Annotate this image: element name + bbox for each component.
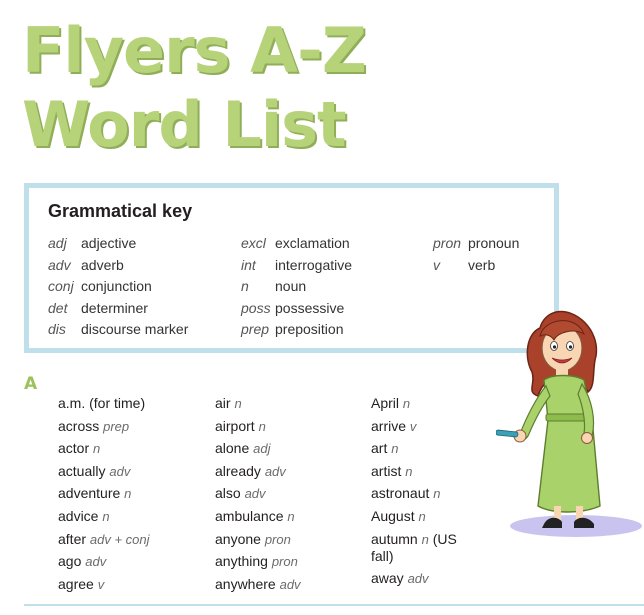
word: actually <box>58 462 106 479</box>
word-type: n <box>402 396 411 411</box>
key-full: adjective <box>81 235 137 251</box>
word-type: n <box>102 508 110 524</box>
key-abbr: det <box>48 299 68 316</box>
word: anyone <box>215 530 261 547</box>
key-full: noun <box>275 278 307 295</box>
word-entry <box>371 485 471 502</box>
word: after <box>58 530 87 547</box>
word: autumn <box>371 530 418 547</box>
key-column-2 <box>241 235 352 343</box>
key-abbr: prep <box>241 321 270 338</box>
teacher-illustration <box>496 300 644 545</box>
key-row <box>241 300 352 322</box>
key-full: pronoun <box>468 235 520 251</box>
word-entry <box>215 576 301 593</box>
word-entry <box>371 440 471 457</box>
word: anything <box>215 553 268 570</box>
key-abbr: poss <box>241 299 271 316</box>
word: across <box>58 417 100 434</box>
word-type: n <box>258 418 266 434</box>
key-full: determiner <box>81 299 148 316</box>
word-entry <box>58 576 150 593</box>
word: also <box>215 485 241 502</box>
word-entry <box>58 440 150 457</box>
word-type: adv <box>109 463 131 479</box>
bottom-divider <box>24 604 644 606</box>
title-line-1: Flyers A-Z <box>22 14 366 87</box>
title-line-2: Word List <box>22 88 346 161</box>
key-row <box>48 278 188 300</box>
key-row <box>241 235 352 257</box>
word-note: (US fall) <box>371 530 457 564</box>
word-type: v <box>97 576 105 592</box>
key-full: discourse marker <box>81 321 189 338</box>
section-letter: A <box>24 374 38 394</box>
key-row <box>48 257 188 279</box>
word: airport <box>215 417 255 434</box>
key-full: conjunction <box>81 278 152 295</box>
word-column-3 <box>371 395 471 593</box>
word-type: n <box>124 486 132 502</box>
word-type: n <box>391 441 399 457</box>
key-full: possessive <box>275 299 345 316</box>
word: astronaut <box>371 485 430 502</box>
key-row <box>48 300 188 322</box>
grammatical-key-box <box>24 183 559 353</box>
word-entry <box>371 463 471 480</box>
word-type: n <box>234 396 242 411</box>
word-type: n <box>418 508 426 524</box>
word: arrive <box>371 417 407 434</box>
key-abbr: n <box>241 278 249 295</box>
word-entry <box>371 508 471 525</box>
word-type: pron <box>264 531 291 547</box>
word-type: adv <box>244 486 266 502</box>
key-abbr: pron <box>433 235 462 251</box>
key-row <box>241 321 352 343</box>
key-row <box>241 278 352 300</box>
word: artist <box>371 462 402 479</box>
word-type: n <box>405 463 413 479</box>
key-abbr: int <box>241 256 256 273</box>
word-entry <box>58 418 150 435</box>
key-full: exclamation <box>275 235 350 251</box>
word: advice <box>58 507 99 524</box>
word-entry <box>215 463 301 480</box>
key-abbr: conj <box>48 278 74 295</box>
word-type: n <box>93 441 101 457</box>
word-type: prep <box>103 418 130 434</box>
word-type: adv <box>279 576 301 592</box>
word: already <box>215 462 261 479</box>
key-full: interrogative <box>275 256 353 273</box>
word-type: adv <box>264 463 286 479</box>
word: August <box>371 507 415 524</box>
word-entry <box>371 531 471 565</box>
key-row <box>433 235 519 257</box>
word: a.m. (for time) <box>58 395 146 411</box>
key-full: adverb <box>81 256 124 273</box>
word-entry <box>215 395 301 412</box>
word-entry <box>371 395 471 412</box>
word-type: adv + conj <box>89 531 150 547</box>
word: ago <box>58 553 82 570</box>
key-column-1 <box>48 235 188 343</box>
word: away <box>371 570 404 587</box>
word-entry <box>371 570 471 587</box>
word-entry <box>58 395 150 412</box>
word-column-2 <box>215 395 301 598</box>
word-type: v <box>409 418 417 434</box>
key-full: preposition <box>275 321 344 338</box>
key-abbr: v <box>433 256 440 273</box>
key-abbr: adv <box>48 256 71 273</box>
word-entry <box>58 553 150 570</box>
word: art <box>371 440 388 457</box>
key-abbr: dis <box>48 321 66 338</box>
word: ambulance <box>215 507 284 524</box>
word: anywhere <box>215 575 276 592</box>
page-title <box>22 14 366 162</box>
word-entry <box>215 553 301 570</box>
word-entry <box>215 508 301 525</box>
word-entry <box>215 440 301 457</box>
key-row <box>433 257 519 279</box>
word-entry <box>371 418 471 435</box>
word-type: adj <box>253 441 271 457</box>
word-type: n <box>421 531 429 547</box>
word-entry <box>215 531 301 548</box>
word-entry <box>215 418 301 435</box>
word-entry <box>215 485 301 502</box>
word-type: n <box>287 508 295 524</box>
key-row <box>241 257 352 279</box>
word-entry <box>58 508 150 525</box>
word: April <box>371 395 400 411</box>
word: agree <box>58 575 94 592</box>
word: alone <box>215 440 250 457</box>
key-abbr: adj <box>48 235 67 251</box>
key-full: verb <box>468 256 496 273</box>
word: adventure <box>58 485 121 502</box>
word-type: pron <box>271 554 298 570</box>
word: air <box>215 395 231 411</box>
word-entry <box>58 485 150 502</box>
word: actor <box>58 440 90 457</box>
key-column-3 <box>433 235 519 278</box>
key-row <box>48 321 188 343</box>
word-type: adv <box>85 554 107 570</box>
key-row <box>48 235 188 257</box>
word-type: n <box>433 486 441 502</box>
word-entry <box>58 463 150 480</box>
word-type: adv <box>407 571 429 587</box>
key-abbr: excl <box>241 235 266 251</box>
grammatical-key-heading: Grammatical key <box>48 201 193 221</box>
word-entry <box>58 531 150 548</box>
word-column-1 <box>58 395 150 598</box>
